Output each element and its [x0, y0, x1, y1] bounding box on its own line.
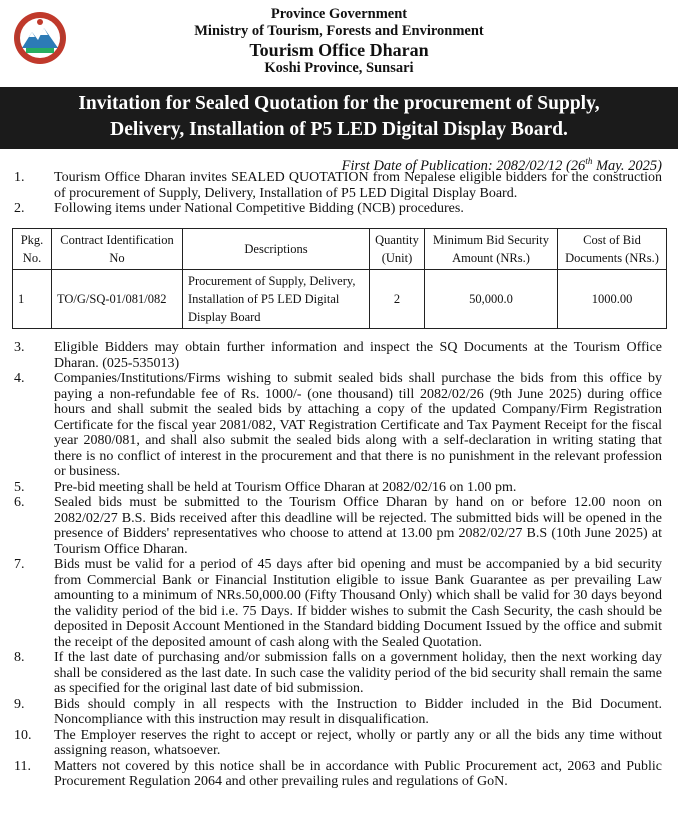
table-cell: 50,000.0: [425, 270, 558, 329]
item-number: 7.: [14, 557, 25, 572]
table-header-cell: Quantity (Unit): [370, 229, 425, 270]
item-number: 9.: [14, 696, 25, 712]
item-number: 5.: [14, 479, 25, 495]
list-item: [0, 201, 678, 217]
items-top: [0, 170, 678, 217]
item-number: 4.: [14, 371, 25, 386]
table-header-cell: Cost of Bid Documents (NRs.): [558, 229, 667, 270]
table-header-cell: Descriptions: [183, 229, 370, 270]
title-line-1: Invitation for Sealed Quotation for the procurement of Supply,: [78, 93, 600, 114]
list-item: [0, 650, 678, 697]
table-cell: Procurement of Supply, Delivery, Installation of P5 LED Digital Display Board: [183, 270, 370, 329]
list-item: [0, 697, 678, 728]
list-item: [0, 170, 678, 201]
item-number: 3.: [14, 340, 25, 355]
government-emblem-icon: [12, 10, 68, 66]
item-text: If the last date of purchasing and/or submission falls on a government holiday, then the next working day shall be considered as the last date. In such case the validity period of the bid security shall remain the same as specified for the original last date of bid submission.: [54, 650, 662, 696]
item-number: 2.: [14, 201, 25, 216]
item-text: Bids should comply in all respects with the Instruction to Bidder included in the Bid Document. Noncompliance with this instruction may result in disqualification.: [54, 696, 662, 727]
list-item: [0, 728, 678, 759]
table-cell: 2: [370, 270, 425, 329]
table-row: [13, 270, 667, 329]
list-item: [0, 557, 678, 650]
item-number: 11.: [14, 758, 31, 774]
item-text: Matters not covered by this notice shall be in accordance with Public Procurement act, 2063 and Public Procurement Regulation 2064 and other prevailing rules and regulations of GoN.: [54, 758, 662, 789]
item-number: 8.: [14, 650, 25, 665]
publication-date-suffix: May. 2025): [592, 157, 662, 174]
item-number: 1.: [14, 170, 25, 185]
list-item: [0, 371, 678, 480]
procurement-table: [12, 228, 667, 329]
header-office: Tourism Office Dharan: [249, 40, 429, 60]
table-cell: 1: [13, 270, 52, 329]
item-text: The Employer reserves the right to accept or reject, wholly or partly any or all the bids any time without assigning reason, whatsoever.: [54, 727, 662, 758]
table-header-cell: Pkg. No.: [13, 229, 52, 270]
item-number: 10.: [14, 727, 32, 743]
item-text: Pre-bid meeting shall be held at Tourism Office Dharan at 2082/02/16 on 1.00 pm.: [54, 479, 517, 495]
table-header-cell: Contract Identification No: [52, 229, 183, 270]
list-item: [0, 340, 678, 371]
items-bottom: [0, 340, 678, 790]
item-number: 6.: [14, 495, 25, 510]
table-header-row: [13, 229, 667, 270]
list-item: [0, 480, 678, 496]
header-province: Province Government: [270, 6, 408, 22]
list-item: [0, 759, 678, 790]
publication-date-sup: th: [585, 156, 593, 166]
table-header-cell: Minimum Bid Security Amount (NRs.): [425, 229, 558, 270]
title-banner: [0, 87, 678, 149]
header-ministry: Ministry of Tourism, Forests and Environment: [194, 23, 484, 39]
header: [0, 0, 678, 87]
header-location: Koshi Province, Sunsari: [264, 60, 414, 76]
item-text: Tourism Office Dharan invites SEALED QUOTATION from Nepalese eligible bidders for the construction of procurement of Supply, Delivery, Installation of P5 LED Digital Display Board.: [54, 170, 662, 201]
table-cell: TO/G/SQ-01/081/082: [52, 270, 183, 329]
list-item: [0, 495, 678, 557]
item-text: Bids must be valid for a period of 45 days after bid opening and must be accompanied by a bid security from Commercial Bank or Financial Institution eligible to issue Bank Guarantee as per prevailing Law amounting to a minimum of NRs.50,000.00 (Fifty Thousand Only) which shall be valid for 30 days beyond the validity period of the bid i.e. 75 Days. If bidder wishes to submit the Cash Security, the cash should be deposited in Deposit Account Mentioned in the Standard bidding Document Issued by the office and submit the receipt of the deposited amount of cash along with the Sealed Quotation.: [54, 557, 662, 650]
table-cell: 1000.00: [558, 270, 667, 329]
item-text: Eligible Bidders may obtain further information and inspect the SQ Documents at the Tourism Office Dharan. (025-535013): [54, 340, 662, 371]
item-text: Companies/Institutions/Firms wishing to submit sealed bids shall purchase the bids from this office by paying a non-refundable fee of Rs. 1000/- (one thousand) till 2082/02/26 (9th June 2025) during office hours and shall submit the sealed bids by attaching a copy of the updated Company/Firm Registration Certificate for the fiscal year 2081/082, VAT Registration Certificate and Tax Payment Receipt for the fiscal year 2080/081, and shall also submit the sealed bids along with a self-declaration in writing stating that there is no conflict of interest in the procurement and that there is no punishment in the relevant profession or business.: [54, 371, 662, 479]
publication-date-prefix: First Date of Publication: 2082/02/12 (26: [341, 157, 586, 174]
title-line-2: Delivery, Installation of P5 LED Digital Display Board.: [110, 119, 568, 140]
item-text: Following items under National Competitive Bidding (NCB) procedures.: [54, 201, 464, 216]
item-text: Sealed bids must be submitted to the Tourism Office Dharan by hand on or before 12.00 noon on 2082/02/27 B.S. Bids received after this deadline will be rejected. The submitted bids will be opened in the presence of Bidders' representatives who choose to attend at 13.00 pm 2082/02/27 B.S (10th June 2025) at Tourism Office Dharan.: [54, 495, 662, 557]
